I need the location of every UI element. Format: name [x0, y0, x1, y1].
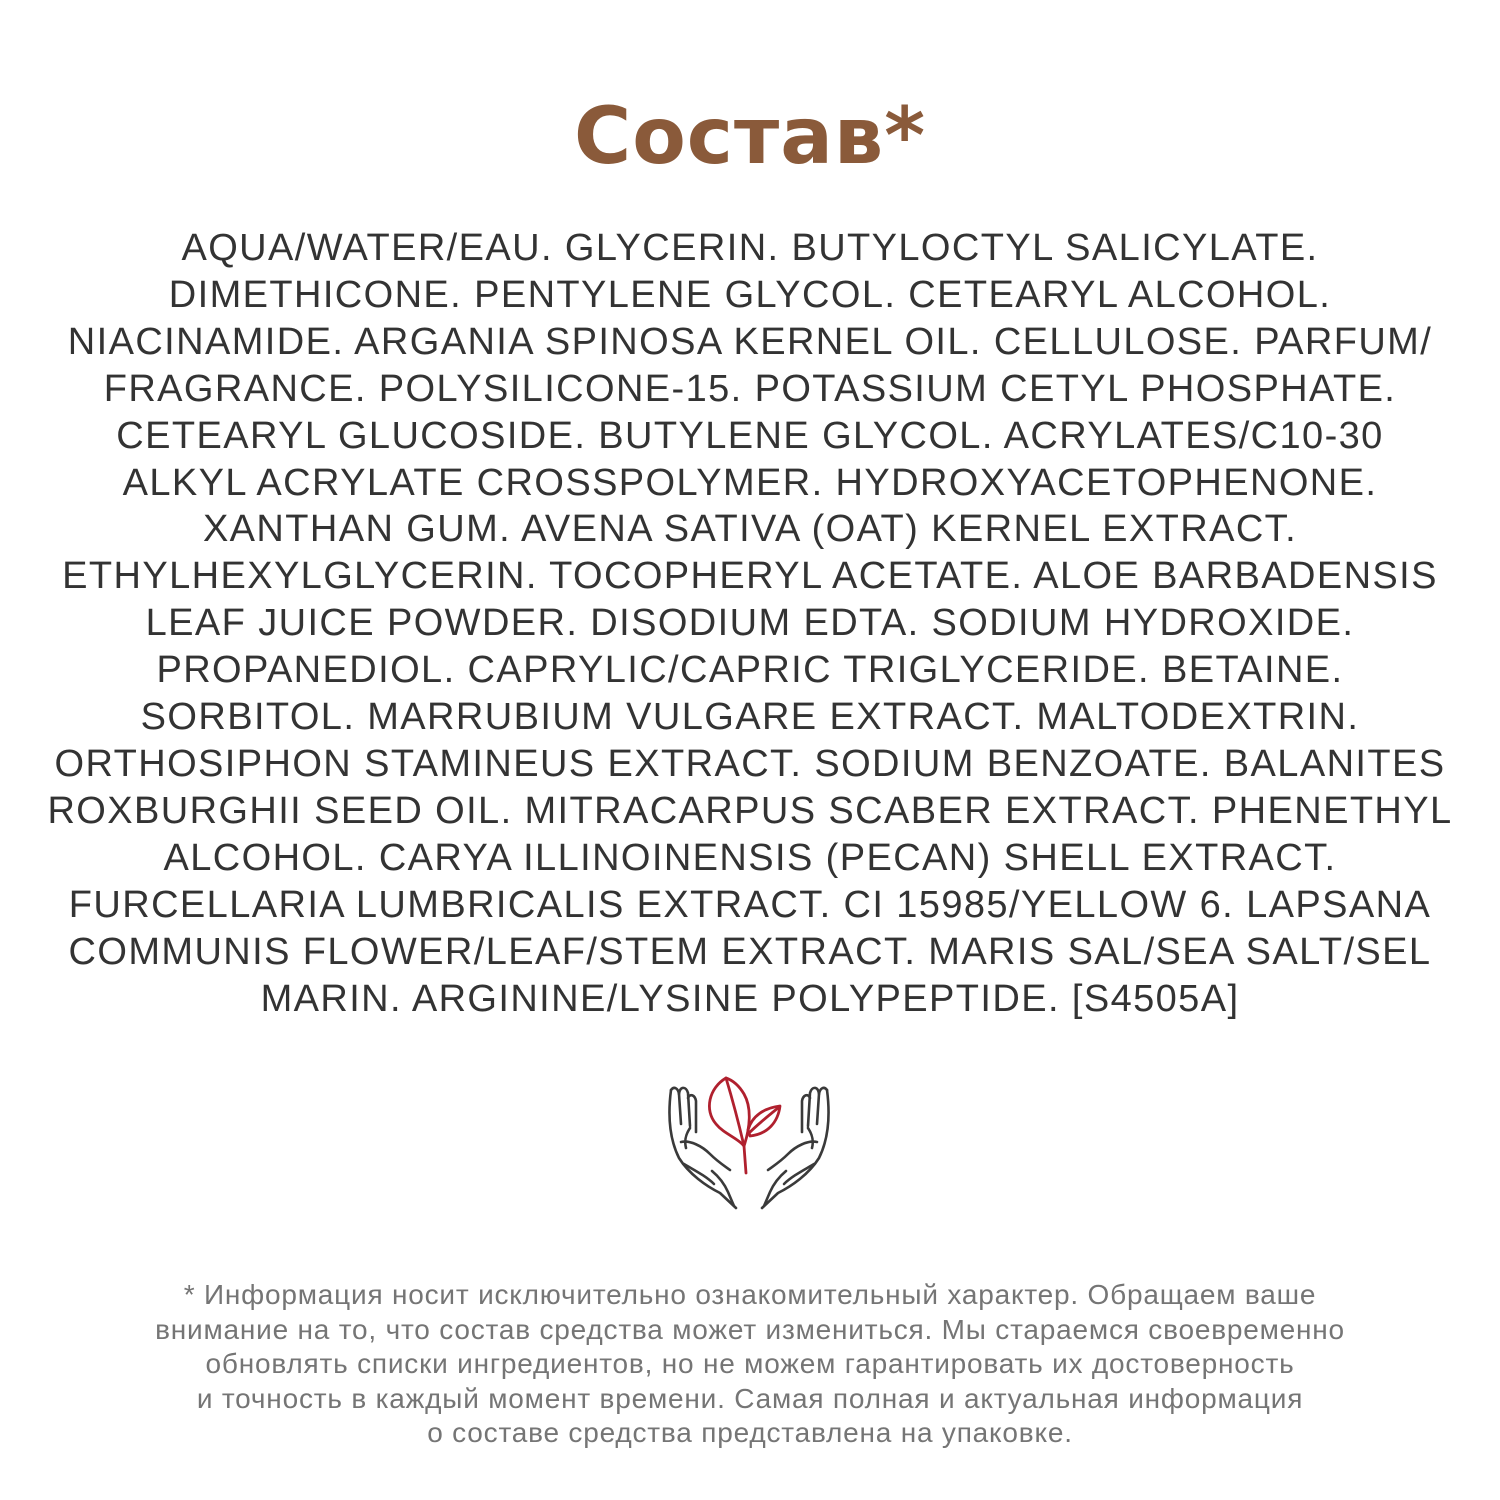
disclaimer-line: внимание на то, что состав средства может измениться. Мы стараемся своевременно [155, 1313, 1345, 1345]
disclaimer-note [40, 1278, 1460, 1451]
ingredients-line: ALKYL ACRYLATE CROSSPOLYMER. HYDROXYACETOPHENONE. [122, 461, 1378, 504]
hands-holding-leaves-icon [664, 1068, 834, 1213]
disclaimer-line: обновлять списки ингредиентов, но не можем гарантировать их достоверность [205, 1348, 1295, 1379]
ingredients-line: ORTHOSIPHON STAMINEUS EXTRACT. SODIUM BENZOATE. BALANITES [54, 742, 1446, 785]
ingredients-line: ETHYLHEXYLGLYCERIN. TOCOPHERYL ACETATE. ALOE BARBADENSIS [62, 555, 1438, 598]
ingredients-line: DIMETHICONE. PENTYLENE GLYCOL. CETEARYL ALCOHOL. [168, 273, 1332, 316]
ingredients-line: LEAF JUICE POWDER. DISODIUM EDTA. SODIUM HYDROXIDE. [145, 602, 1355, 645]
disclaimer-line: о составе средства представлена на упаковке. [427, 1417, 1073, 1448]
left-hand-icon [670, 1088, 736, 1208]
disclaimer-line: * Информация носит исключительно ознакомительный характер. Обращаем ваше [183, 1279, 1317, 1310]
ingredients-line: MARIN. ARGININE/LYSINE POLYPEPTIDE. [S4505A] [260, 977, 1240, 1020]
ingredients-line: PROPANEDIOL. CAPRYLIC/CAPRIC TRIGLYCERIDE. BETAINE. [156, 649, 1344, 692]
ingredients-line: XANTHAN GUM. AVENA SATIVA (OAT) KERNEL EXTRACT. [202, 508, 1298, 551]
leaf-icon [709, 1078, 780, 1173]
ingredients-list [40, 225, 1460, 1022]
ingredients-line: AQUA/WATER/EAU. GLYCERIN. BUTYLOCTYL SALICYLATE. [181, 227, 1319, 269]
ingredients-line: CETEARYL GLUCOSIDE. BUTYLENE GLYCOL. ACRYLATES/C10-30 [116, 414, 1384, 457]
ingredients-line: COMMUNIS FLOWER/LEAF/STEM EXTRACT. MARIS SAL/SEA SALT/SEL [68, 930, 1432, 973]
ingredients-line: FURCELLARIA LUMBRICALIS EXTRACT. CI 15985/YELLOW 6. LAPSANA [68, 883, 1432, 926]
page-title: Состав* [573, 92, 927, 182]
right-hand-icon [762, 1088, 828, 1208]
ingredients-line: FRAGRANCE. POLYSILICONE-15. POTASSIUM CETYL PHOSPHATE. [103, 367, 1397, 410]
ingredients-line: ALCOHOL. CARYA ILLINOINENSIS (PECAN) SHELL EXTRACT. [163, 836, 1337, 879]
ingredients-line: ROXBURGHII SEED OIL. MITRACARPUS SCABER EXTRACT. PHENETHYL [47, 789, 1453, 832]
ingredients-line: NIACINAMIDE. ARGANIA SPINOSA KERNEL OIL. CELLULOSE. PARFUM/ [67, 320, 1433, 363]
ingredients-line: SORBITOL. MARRUBIUM VULGARE EXTRACT. MALTODEXTRIN. [140, 696, 1360, 739]
disclaimer-line: и точность в каждый момент времени. Самая полная и актуальная информация [196, 1382, 1304, 1414]
